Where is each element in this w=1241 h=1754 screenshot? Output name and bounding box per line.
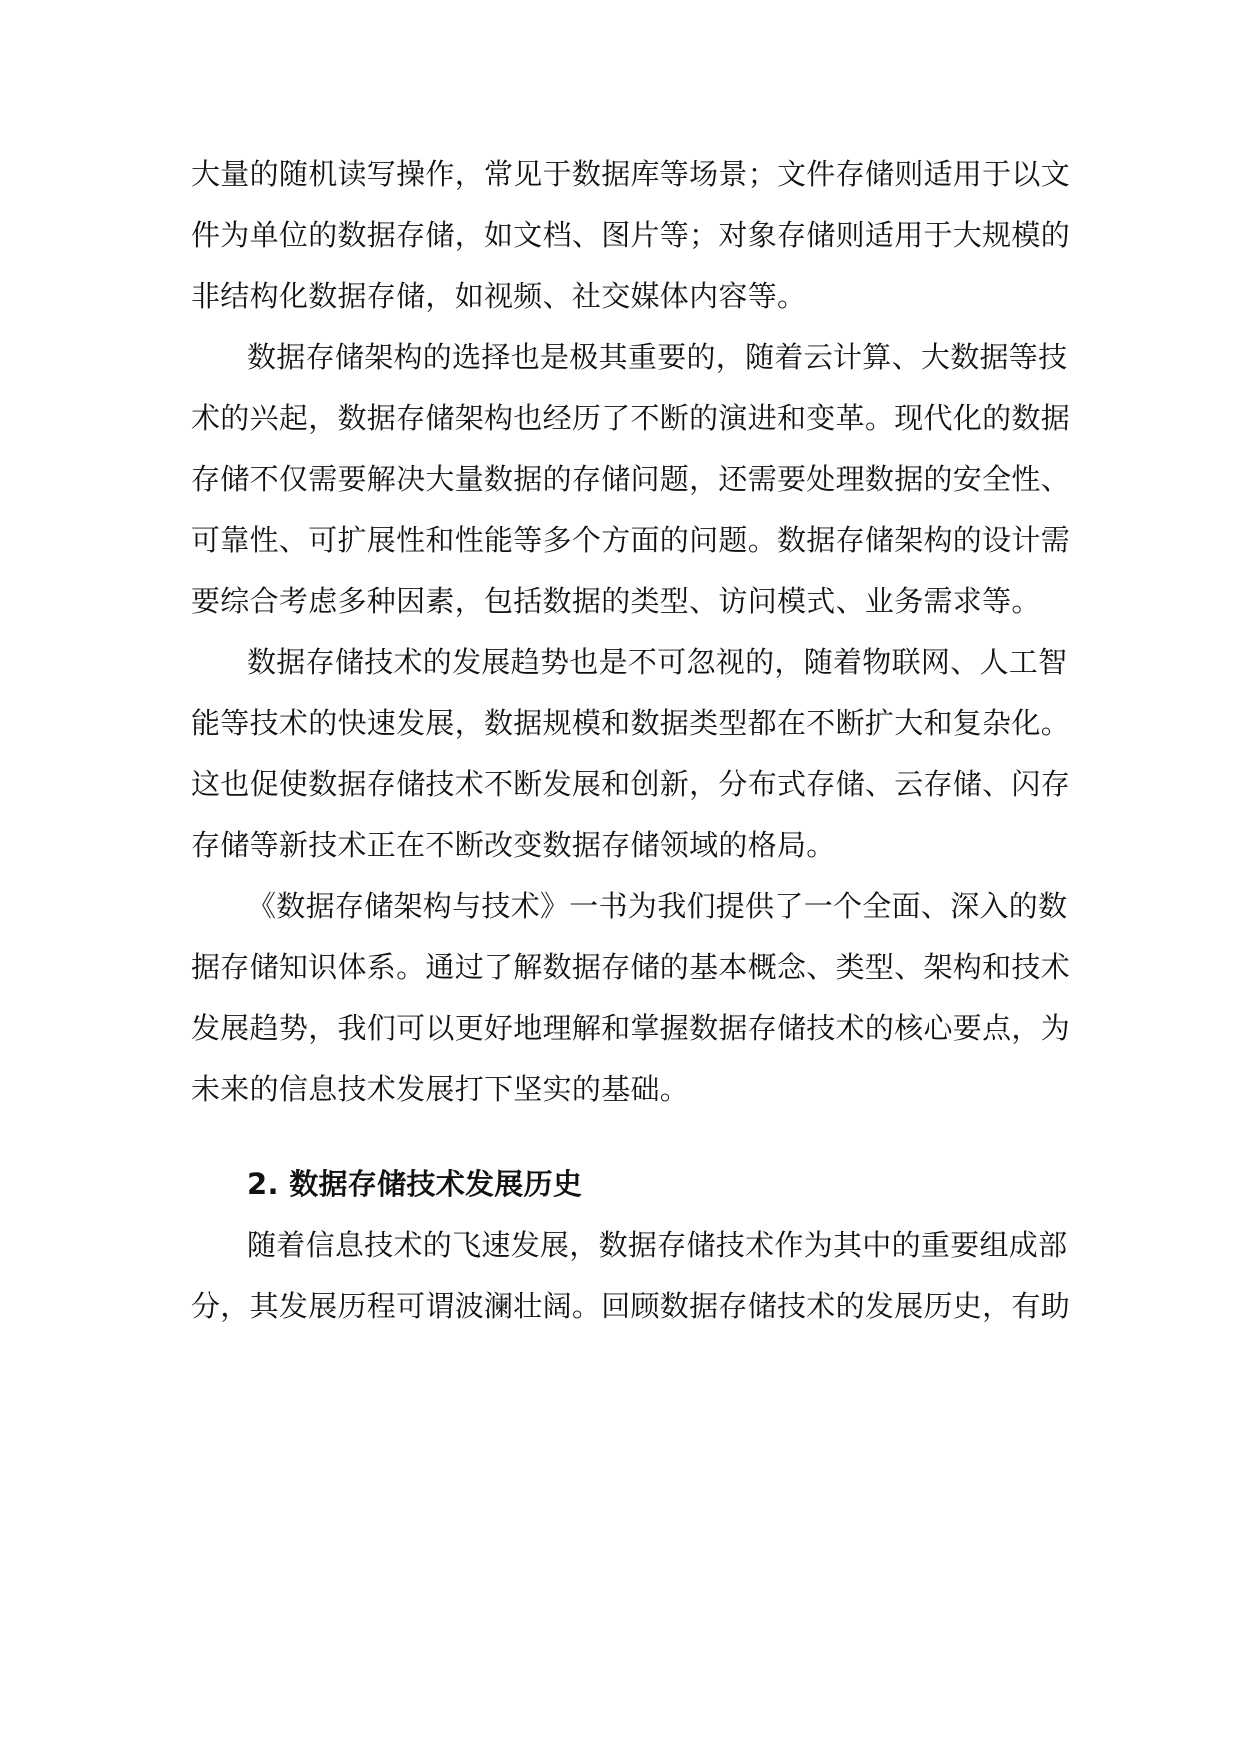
text-line: 未来的信息技术发展打下坚实的基础。	[191, 1072, 690, 1106]
paragraph	[191, 144, 1071, 327]
text-line: 存储等新技术正在不断改变数据存储领域的格局。	[191, 828, 836, 862]
paragraph	[191, 632, 1071, 876]
text-line: 数据存储架构的选择也是极其重要的，随着云计算、大数据等技	[247, 340, 1068, 374]
text-line: 存储不仅需要解决大量数据的存储问题，还需要处理数据的安全性、	[191, 462, 1071, 496]
text-line: 可靠性、可扩展性和性能等多个方面的问题。数据存储架构的设计需	[191, 523, 1071, 557]
text-line: 随着信息技术的飞速发展，数据存储技术作为其中的重要组成部	[247, 1228, 1068, 1262]
section-spacer	[191, 1120, 1051, 1154]
paragraph	[191, 1215, 1071, 1337]
text-line: 术的兴起，数据存储架构也经历了不断的演进和变革。现代化的数据	[191, 401, 1071, 435]
paragraph	[191, 876, 1071, 1120]
text-line: 发展趋势，我们可以更好地理解和掌握数据存储技术的核心要点，为	[191, 1011, 1071, 1045]
text-line: 这也促使数据存储技术不断发展和创新，分布式存储、云存储、闪存	[191, 767, 1071, 801]
text-line: 能等技术的快速发展，数据规模和数据类型都在不断扩大和复杂化。	[191, 706, 1071, 740]
text-line: 数据存储技术的发展趋势也是不可忽视的，随着物联网、人工智	[247, 645, 1068, 679]
paragraph	[191, 327, 1071, 632]
text-line: 要综合考虑多种因素，包括数据的类型、访问模式、业务需求等。	[191, 584, 1041, 618]
text-line: 件为单位的数据存储，如文档、图片等；对象存储则适用于大规模的	[191, 218, 1071, 252]
text-line: 《数据存储架构与技术》一书为我们提供了一个全面、深入的数	[247, 889, 1068, 923]
page-content	[191, 144, 1071, 1337]
text-line: 大量的随机读写操作，常见于数据库等场景；文件存储则适用于以文	[191, 157, 1071, 191]
text-line: 分，其发展历程可谓波澜壮阔。回顾数据存储技术的发展历史，有助	[191, 1289, 1071, 1323]
text-line: 非结构化数据存储，如视频、社交媒体内容等。	[191, 279, 807, 313]
text-line: 据存储知识体系。通过了解数据存储的基本概念、类型、架构和技术	[191, 950, 1071, 984]
section-heading: 2. 数据存储技术发展历史	[247, 1167, 583, 1201]
